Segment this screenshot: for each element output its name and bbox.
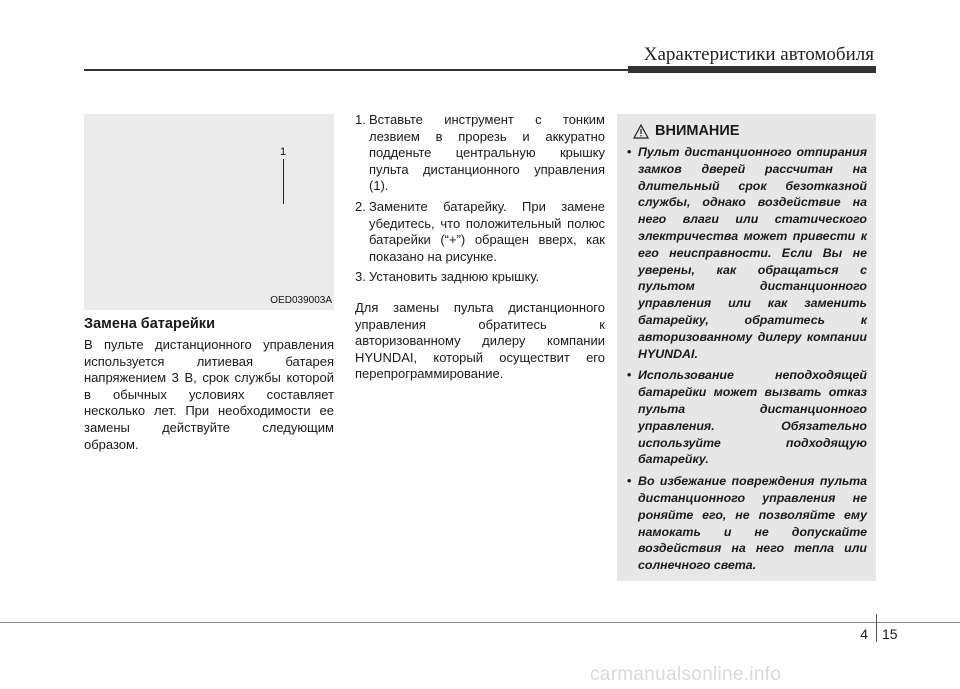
footer-rule <box>0 622 960 623</box>
bullet: • <box>627 474 632 489</box>
warning-list <box>627 144 867 579</box>
dealer-note: Для замены пульта дистанционного управления обратитесь к авторизованному дилеру компании HYUNDAI, который осуществит его перепрограммирование. <box>355 299 605 382</box>
bullet: • <box>627 145 632 159</box>
list-item <box>355 112 605 195</box>
figure <box>84 114 334 310</box>
warning-item-text: Пульт дистанционного отпирания замков дверей рассчитан на длительный срок безотказной службы, однако воздействие на него влаги или статического электричества может привести к его неисправности. Если Вы не уверены, как обращаться с пультом дистанционного управления или как заменить батарейку, обратитесь к авторизованному дилеру компании HYUNDAI. <box>638 145 867 361</box>
battery-intro-text: В пульте дистанционного управления используется литиевая батарея напряжением 3 В, срок службы которой в обычных условиях составляет несколько лет. При необходимости ее замены действуйте следующим образом. <box>84 337 334 452</box>
figure-code: OED039003A <box>270 295 332 306</box>
step-number: 3. <box>355 269 366 285</box>
figure-callout-line <box>283 159 284 204</box>
list-item <box>355 269 605 286</box>
warning-title: ВНИМАНИЕ <box>655 123 740 139</box>
list-item <box>627 473 867 574</box>
step-number: 1. <box>355 112 366 127</box>
header-title: Характеристики автомобиля <box>643 44 874 65</box>
header-bar <box>628 66 876 73</box>
watermark: carmanualsonline.info <box>590 664 782 685</box>
step-number: 2. <box>355 198 366 214</box>
steps-column <box>355 112 605 383</box>
figure-callout-number: 1 <box>280 146 287 158</box>
step-text: Установить заднюю крышку. <box>369 269 540 285</box>
step-text: Вставьте инструмент с тонким лезвием в прорезь и аккуратно подденьте центральную крышку пульта дистанционного управления (1). <box>369 112 605 194</box>
section-number: 4 <box>860 626 868 642</box>
battery-intro <box>84 337 334 453</box>
page-number: 15 <box>882 626 898 642</box>
steps-list <box>355 112 605 286</box>
list-item <box>627 367 867 468</box>
footer-separator <box>876 614 877 642</box>
warning-item-text: Во избежание повреждения пульта дистанционного управления не роняйте его, не позволяйте ему намокать и не допускайте воздействия на него тепла или солнечного света. <box>638 474 867 573</box>
warning-box <box>617 114 876 581</box>
warning-header <box>633 123 739 139</box>
warning-triangle-icon <box>633 124 649 139</box>
step-text: Замените батарейку. При замене убедитесь, что положительный полюс батарейки (“+”) обращен вверх, как показано на рисунке. <box>369 198 605 264</box>
battery-heading: Замена батарейки <box>84 316 215 332</box>
list-item <box>355 199 605 265</box>
list-item <box>627 144 867 362</box>
warning-item-text: Использование неподходящей батарейки может вызвать отказ пульта дистанционного управления. Обязательно используйте подходящую батарейку. <box>638 368 867 467</box>
bullet: • <box>627 368 632 383</box>
